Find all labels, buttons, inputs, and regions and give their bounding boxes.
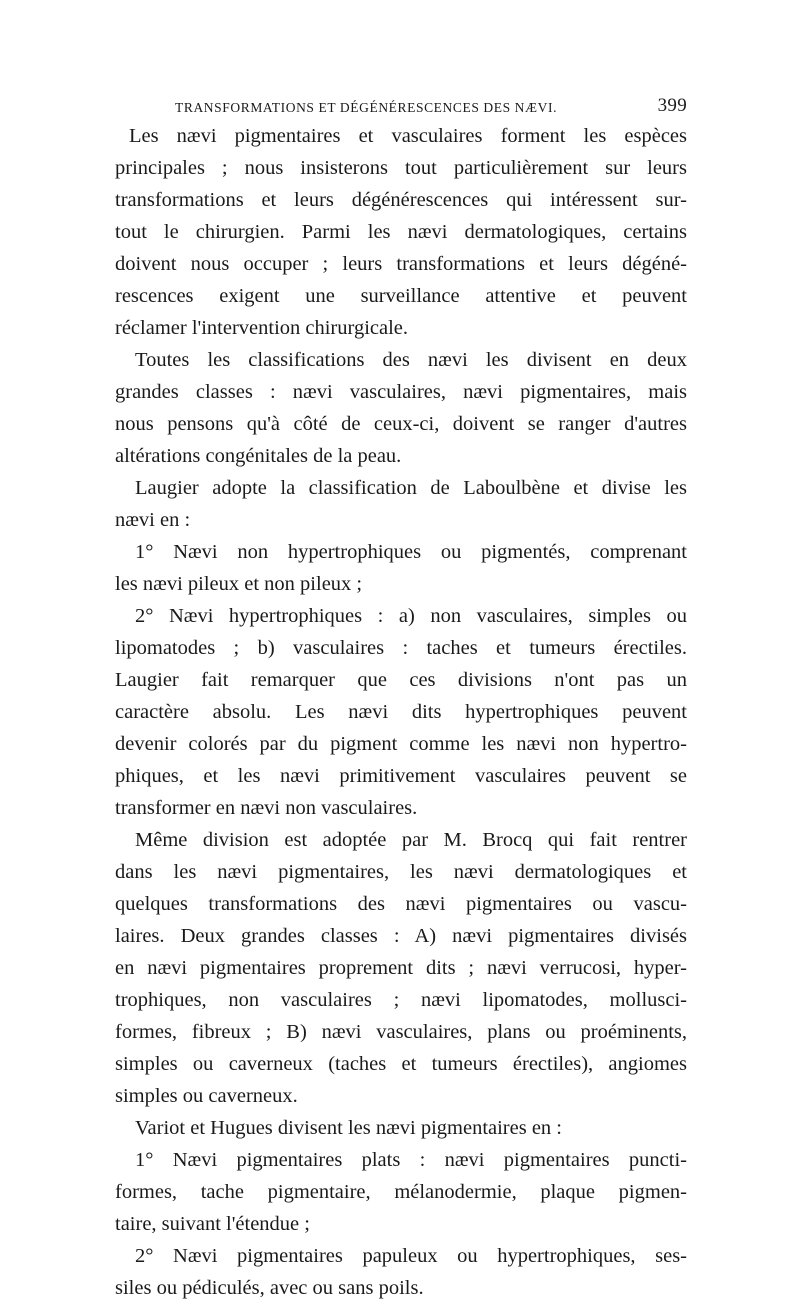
- text-line: devenir colorés par du pigment comme les nævi non hypertro-: [115, 733, 687, 755]
- text-line: formes, fibreux ; B) nævi vasculaires, plans ou proéminents,: [115, 1021, 687, 1043]
- text-line: 2° Nævi pigmentaires papuleux ou hypertrophiques, ses-: [135, 1245, 687, 1267]
- text-line: quelques transformations des nævi pigmentaires ou vascu-: [115, 893, 687, 915]
- page-header: [115, 94, 687, 120]
- text-line: 1° Nævi non hypertrophiques ou pigmentés, comprenant: [135, 541, 687, 563]
- text-line: altérations congénitales de la peau.: [115, 445, 402, 467]
- text-line: principales ; nous insisterons tout particulièrement sur leurs: [115, 157, 687, 179]
- text-line: Même division est adoptée par M. Brocq qui fait rentrer: [135, 829, 687, 851]
- text-line: Toutes les classifications des nævi les divisent en deux: [135, 349, 687, 371]
- page-number: 399: [657, 95, 687, 116]
- text-line: transformations et leurs dégénérescences qui intéressent sur-: [115, 189, 687, 211]
- text-line: rescences exigent une surveillance attentive et peuvent: [115, 285, 687, 307]
- text-line: transformer en nævi non vasculaires.: [115, 797, 418, 819]
- text-line: caractère absolu. Les nævi dits hypertrophiques peuvent: [115, 701, 687, 723]
- text-line: 1° Nævi pigmentaires plats : nævi pigmentaires puncti-: [135, 1149, 687, 1171]
- text-line: tout le chirurgien. Parmi les nævi dermatologiques, certains: [115, 221, 687, 243]
- text-line: phiques, et les nævi primitivement vasculaires peuvent se: [115, 765, 687, 787]
- text-line: les nævi pileux et non pileux ;: [115, 573, 363, 595]
- text-line: en nævi pigmentaires proprement dits ; nævi verrucosi, hyper-: [115, 957, 687, 979]
- text-line: dans les nævi pigmentaires, les nævi dermatologiques et: [115, 861, 687, 883]
- text-line: simples ou caverneux (taches et tumeurs érectiles), angiomes: [115, 1053, 687, 1075]
- text-line: laires. Deux grandes classes : A) nævi pigmentaires divisés: [115, 925, 687, 947]
- text-line: doivent nous occuper ; leurs transformations et leurs dégéné-: [115, 253, 687, 275]
- text-line: réclamer l'intervention chirurgicale.: [115, 317, 409, 339]
- text-line: lipomatodes ; b) vasculaires : taches et tumeurs érectiles.: [115, 637, 687, 659]
- text-line: nous pensons qu'à côté de ceux-ci, doivent se ranger d'autres: [115, 413, 687, 435]
- text-line: taire, suivant l'étendue ;: [115, 1213, 310, 1235]
- text-line: formes, tache pigmentaire, mélanodermie, plaque pigmen-: [115, 1181, 687, 1203]
- text-line: siles ou pédiculés, avec ou sans poils.: [115, 1277, 424, 1299]
- text-line: Variot et Hugues divisent les nævi pigmentaires en :: [135, 1117, 563, 1139]
- text-line: 2° Nævi hypertrophiques : a) non vasculaires, simples ou: [135, 605, 687, 627]
- text-line: nævi en :: [115, 509, 191, 531]
- text-line: simples ou caverneux.: [115, 1085, 298, 1107]
- text-line: Laugier fait remarquer que ces divisions n'ont pas un: [115, 669, 687, 691]
- body-text: [115, 120, 687, 1304]
- book-page: [115, 94, 687, 1304]
- text-line: trophiques, non vasculaires ; nævi lipomatodes, mollusci-: [115, 989, 687, 1011]
- running-head: TRANSFORMATIONS ET DÉGÉNÉRESCENCES DES NÆVI.: [175, 100, 558, 115]
- text-line: Les nævi pigmentaires et vasculaires forment les espèces: [129, 125, 687, 147]
- text-line: grandes classes : nævi vasculaires, nævi pigmentaires, mais: [115, 381, 687, 403]
- text-line: Laugier adopte la classification de Laboulbène et divise les: [135, 477, 687, 499]
